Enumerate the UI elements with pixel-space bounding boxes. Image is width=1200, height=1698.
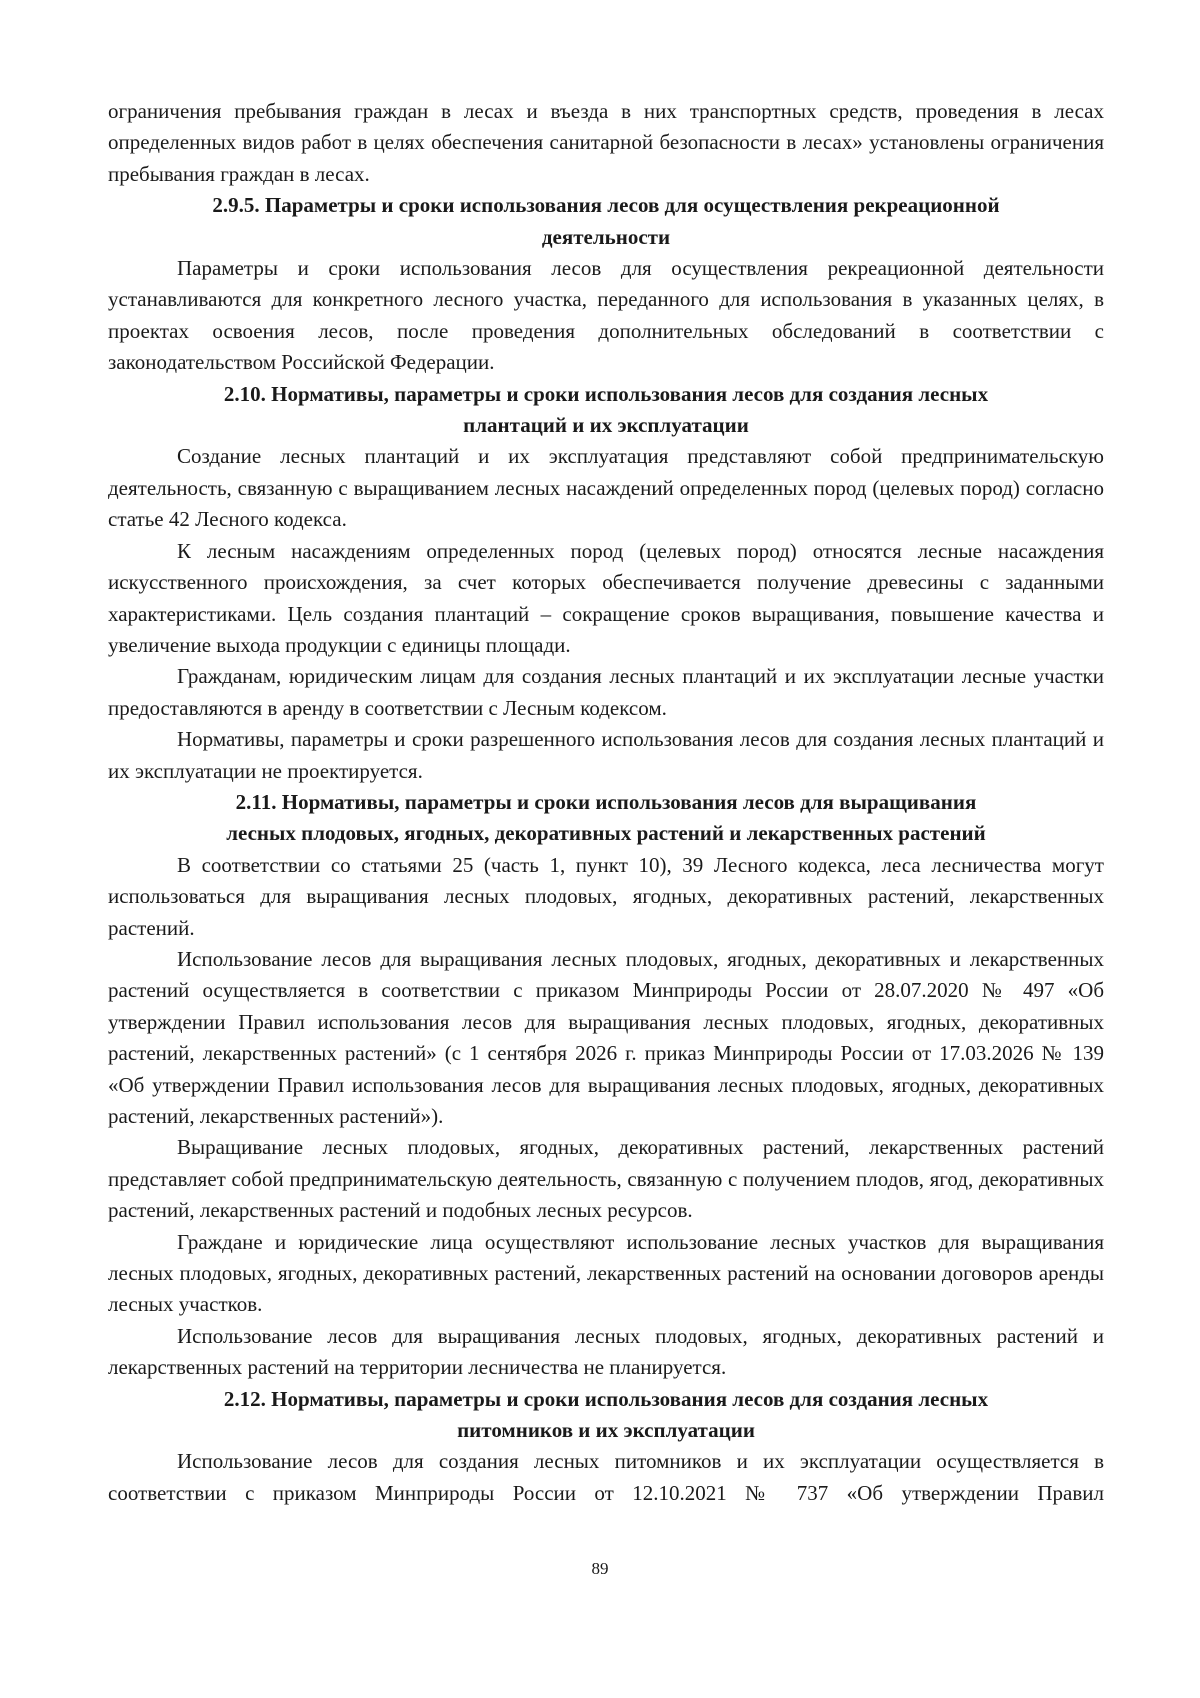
heading-2-12 — [108, 1384, 1104, 1447]
heading-2-9-5 — [108, 190, 1104, 253]
page-number: 89 — [591, 1559, 609, 1578]
heading-line: питомников и их эксплуатации — [457, 1418, 755, 1443]
heading-line: 2.10. Нормативы, параметры и сроки использования лесов для создания лесных — [223, 381, 989, 406]
paragraph-intro: ограничения пребывания граждан в лесах и въезда в них транспортных средств, проведения в лесах определенных видов работ в целях обеспечения санитарной безопасности в лесах» установлены ограничения пребывания граждан в лесах. — [108, 99, 1104, 186]
paragraph: Гражданам, юридическим лицам для создания лесных плантаций и их эксплуатации лесные участки предоставляются в аренду в соответствии с Лесным кодексом. — [108, 664, 1104, 720]
heading-line: лесных плодовых, ягодных, декоративных растений и лекарственных растений — [226, 821, 986, 846]
paragraph: Нормативы, параметры и сроки разрешенного использования лесов для создания лесных плантаций и их эксплуатации не проектируется. — [108, 727, 1104, 783]
paragraph: Выращивание лесных плодовых, ягодных, декоративных растений, лекарственных растений представляет собой предпринимательскую деятельность, связанную с получением плодов, ягод, декоративных растений, лекарственных растений и подобных лесных ресурсов. — [108, 1135, 1104, 1223]
heading-line: 2.12. Нормативы, параметры и сроки использования лесов для создания лесных — [223, 1386, 989, 1411]
heading-2-10 — [108, 379, 1104, 442]
heading-2-11 — [108, 787, 1104, 850]
heading-line: 2.9.5. Параметры и сроки использования лесов для осуществления рекреационной — [212, 193, 1000, 218]
document-page — [108, 96, 1104, 1509]
paragraph-continued: Использование лесов для создания лесных питомников и их эксплуатации осуществляется в соответствии с приказом Минприроды России от 12.10.2021 № 737 «Об утверждении Правил — [108, 1449, 1104, 1505]
paragraph: Параметры и сроки использования лесов для осуществления рекреационной деятельности устанавливаются для конкретного лесного участка, переданного для использования в указанных целях, в проектах освоения лесов, после проведения дополнительных обследований в соответствии с законодательством Российской Федерации. — [108, 256, 1104, 375]
heading-line: 2.11. Нормативы, параметры и сроки использования лесов для выращивания — [235, 789, 977, 814]
paragraph: Создание лесных плантаций и их эксплуатация представляют собой предпринимательскую деятельность, связанную с выращиванием лесных насаждений определенных пород (целевых пород) согласно статье 42 Лесного кодекса. — [108, 444, 1104, 532]
heading-line: плантаций и их эксплуатации — [463, 413, 749, 438]
paragraph: В соответствии со статьями 25 (часть 1, пункт 10), 39 Лесного кодекса, леса лесничества могут использоваться для выращивания лесных плодовых, ягодных, декоративных растений, лекарственных растений. — [108, 852, 1104, 940]
paragraph: К лесным насаждениям определенных пород (целевых пород) относятся лесные насаждения искусственного происхождения, за счет которых обеспечивается получение древесины с заданными характеристиками. Цель создания плантаций – сокращение сроков выращивания, повышение качества и увеличение выхода продукции с единицы площади. — [108, 538, 1104, 657]
paragraph: Граждане и юридические лица осуществляют использование лесных участков для выращивания лесных плодовых, ягодных, декоративных растений, лекарственных растений на основании договоров аренды лесных участков. — [108, 1229, 1104, 1317]
paragraph: Использование лесов для выращивания лесных плодовых, ягодных, декоративных растений и лекарственных растений на территории лесничества не планируется. — [108, 1323, 1104, 1380]
heading-line: деятельности — [541, 224, 671, 249]
paragraph: Использование лесов для выращивания лесных плодовых, ягодных, декоративных и лекарственных растений осуществляется в соответствии с приказом Минприроды России от 28.07.2020 № 497 «Об утверждении Правил использования лесов для выращивания лесных плодовых, ягодных, декоративных растений, лекарственных растений» (с 1 сентября 2026 г. приказ Минприроды России от 17.03.2026 № 139 «Об утверждении Правил использования лесов для выращивания лесных плодовых, ягодных, декоративных растений, лекарственных растений»). — [108, 946, 1104, 1128]
